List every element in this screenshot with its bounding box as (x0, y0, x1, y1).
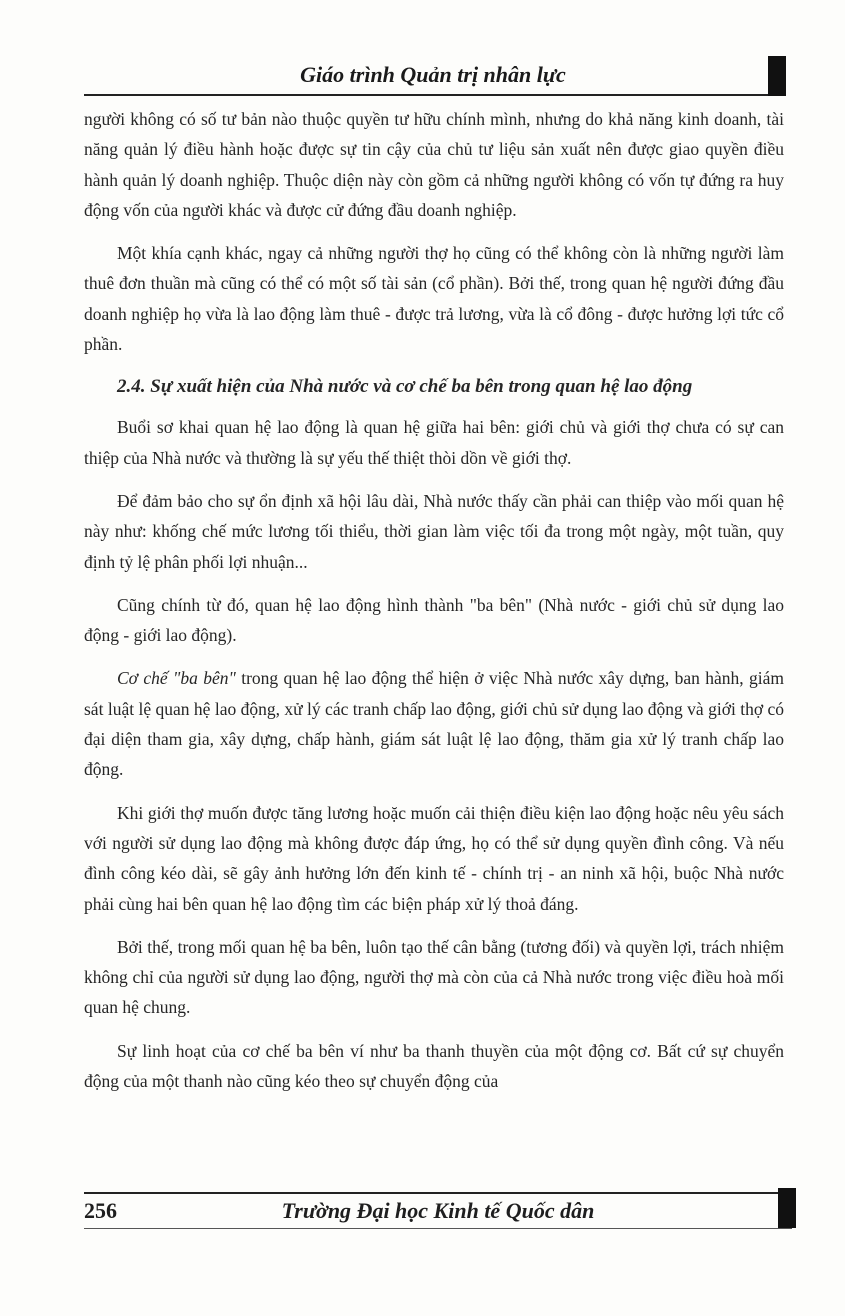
paragraph: Bởi thế, trong mối quan hệ ba bên, luôn tạo thế cân bằng (tương đối) và quyền lợi, trách nhiệm không chỉ của người sử dụng lao động, người thợ mà còn của cả Nhà nước trong việc điều hoà mối quan hệ chung. (84, 936, 784, 1018)
paragraph-continued: người không có số tư bản nào thuộc quyền tư hữu chính mình, nhưng do khả năng kinh doanh, tài năng quản lý điều hành hoặc được sự tin cậy của chủ tư liệu sản xuất nên được giao quyền điều hành quản lý doanh nghiệp. Thuộc diện này còn gồm cả những người không có vốn tự đứng ra huy động vốn của người khác và được cử đứng đầu doanh nghiệp. (84, 109, 784, 220)
paragraph: Cũng chính từ đó, quan hệ lao động hình thành "ba bên" (Nhà nước - giới chủ sử dụng lao động - giới lao động). (84, 594, 784, 646)
footer-title: Trường Đại học Kinh tế Quốc dân (281, 1198, 595, 1223)
footer-rule (84, 1228, 792, 1229)
header-title: Giáo trình Quản trị nhân lực (300, 62, 566, 87)
paragraph: Một khía cạnh khác, ngay cả những người thợ họ cũng có thể không còn là những người làm thuê đơn thuần mà cũng có thể có một số tài sản (cổ phần). Bởi thế, trong quan hệ người đứng đầu doanh nghiệp họ vừa là lao động làm thuê - được trả lương, vừa là cổ đông - được hưởng lợi tức cổ phần. (84, 243, 784, 355)
paragraph: Để đảm bảo cho sự ổn định xã hội lâu dài, Nhà nước thấy cần phải can thiệp vào mối quan hệ này như: khống chế mức lương tối thiểu, thời gian làm việc tối đa trong một ngày, một tuần, quy định tỷ lệ phân phối lợi nhuận... (84, 490, 784, 572)
page-number: 256 (84, 1198, 117, 1223)
paragraph-mechanism (84, 663, 784, 784)
paragraph: Khi giới thợ muốn được tăng lương hoặc muốn cải thiện điều kiện lao động hoặc nêu yêu sách với người sử dụng lao động mà không được đáp ứng, họ có thể sử dụng quyền đình công. Và nếu đình công kéo dài, sẽ gây ảnh hưởng lớn đến kinh tế - chính trị - an ninh xã hội, buộc Nhà nước phải cùng hai bên quan hệ lao động tìm các biện pháp xử lý thoả đáng. (84, 802, 784, 914)
paragraph-text: trong quan hệ lao động thể hiện ở việc Nhà nước xây dựng, ban hành, giám sát luật lệ quan hệ lao động, xử lý các tranh chấp lao động, giới chủ sử dụng lao động và giới thợ có đại diện tham gia, xây dựng, chấp hành, giám sát luật lệ lao động, thăm gia xử lý tranh chấp lao động. (84, 668, 784, 780)
running-footer (84, 1192, 792, 1228)
section-heading: 2.4. Sự xuất hiện của Nhà nước và cơ chế ba bên trong quan hệ lao động (117, 376, 693, 398)
footer-edge-mark (778, 1188, 796, 1228)
body-text (84, 104, 784, 1109)
italic-term: Cơ chế "ba bên" (117, 668, 236, 689)
header-edge-mark (768, 56, 786, 96)
paragraph: Buổi sơ khai quan hệ lao động là quan hệ giữa hai bên: giới chủ và giới thợ chưa có sự can thiệp của Nhà nước và thường là sự yếu thế thiệt thòi dồn về giới thợ. (84, 417, 784, 468)
paragraph: Sự linh hoạt của cơ chế ba bên ví như ba thanh thuyền của một động cơ. Bất cứ sự chuyển động của một thanh nào cũng kéo theo sự chuyển động của (84, 1040, 784, 1092)
running-header (84, 60, 782, 96)
